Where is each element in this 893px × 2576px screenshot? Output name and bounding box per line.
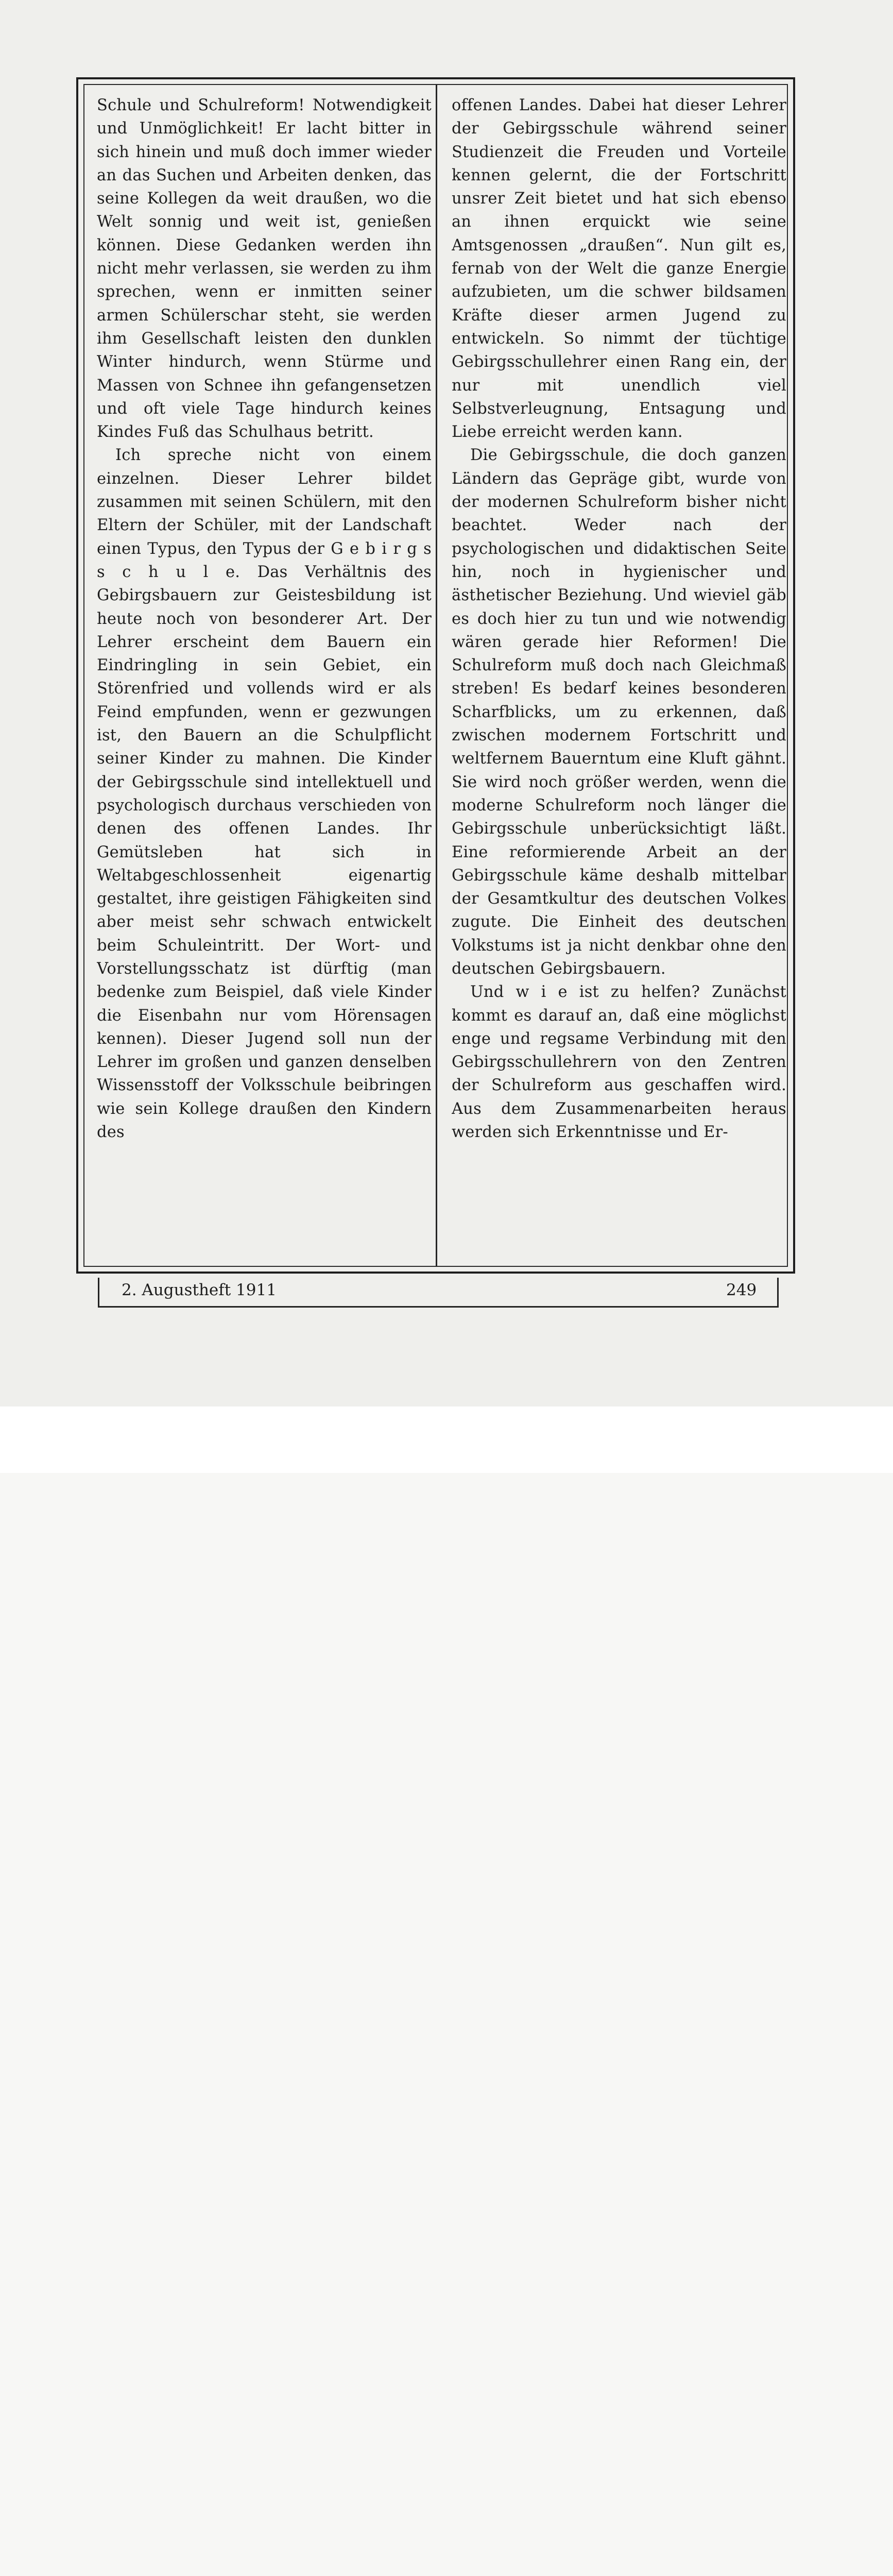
paragraph: offenen Landes. Dabei hat dieser Lehrer der Gebirgsschule während seiner Studienzeit die Freuden und Vorteile kennen gelernt, die der Fortschritt unsrer Zeit bietet und hat sich ebenso an ihnen erquickt wie seine Amtsgenossen „draußen“. Nun gilt es, fernab von der Welt die ganze Energie aufzubieten, um die schwer bildsamen Kräfte dieser armen Jugend zu entwickeln. So nimmt der tüchtige Gebirgsschullehrer einen Rang ein, der nur mit unendlich viel Selbstverleugnung, Entsagung und Liebe erreicht werden kann. xyxy=(452,96,786,442)
left-text-column xyxy=(97,94,432,1259)
issue-label: 2. Augustheft 1911 xyxy=(122,1281,277,1299)
right-text-column xyxy=(452,94,786,1259)
paragraph: Schule und Schulreform! Notwendigkeit und Unmöglichkeit! Er lacht bitter in sich hinein und muß doch immer wieder an das Suchen und Arbeiten denken, das seine Kollegen da weit draußen, wo die Welt sonnig und weit ist, genießen können. Diese Gedanken werden ihn nicht mehr verlassen, sie werden zu ihm sprechen, wenn er inmitten seiner armen Schülerschar steht, sie werden ihm Gesellschaft leisten den dunklen Winter hindurch, wenn Stürme und Massen von Schnee ihn gefangensetzen und oft viele Tage hindurch keines Kindes Fuß das Schulhaus betritt. xyxy=(97,96,432,442)
paragraph: Die Gebirgsschule, die doch ganzen Ländern das Gepräge gibt, wurde von der modernen Schulreform bisher nicht beachtet. Weder nach der psychologischen und didaktischen Seite hin, noch in hygienischer und ästhetischer Beziehung. Und wieviel gäb es doch hier zu tun und wie notwendig wären gerade hier Reformen! Die Schulreform muß doch nach Gleichmaß streben! Es bedarf keines besonderen Scharfblicks, um zu erkennen, daß zwischen modernem Fortschritt und weltfernem Bauerntum eine Kluft gähnt. Sie wird noch größer werden, wenn die moderne Schulreform noch länger die Gebirgsschule unberücksichtigt läßt. Eine reformierende Arbeit an der Gebirgsschule käme deshalb mittelbar der Gesamtkultur des deutschen Volkes zugute. Die Einheit des deutschen Volkstums ist ja nicht denkbar ohne den deutschen Gebirgsbauern. xyxy=(452,446,786,978)
repository-bar xyxy=(0,1406,893,1473)
column-divider xyxy=(436,84,437,1267)
page-number: 249 xyxy=(726,1281,757,1299)
paragraph: Und w i e ist zu helfen? Zunächst kommt es darauf an, daß eine möglichst enge und regsame Verbindung mit den Gebirgsschullehrern von den Zentren der Schulreform aus geschaffen wird. Aus dem Zusammenarbeiten heraus werden sich Erkenntnisse und Er- xyxy=(452,983,786,1142)
paragraph: Ich spreche nicht von einem einzelnen. Dieser Lehrer bildet zusammen mit seinen Schülern, mit den Eltern der Schüler, mit der Landschaft einen Typus, den Typus der G e b i r g s s c h u l e. Das Verhältnis des Gebirgsbauern zur Geistesbildung ist heute noch von besonderer Art. Der Lehrer erscheint dem Bauern ein Eindringling in sein Gebiet, ein Störenfried und vollends wird er als Feind empfunden, wenn er gezwungen ist, den Bauern an die Schulpflicht seiner Kinder zu mahnen. Die Kinder der Gebirgsschule sind intellektuell und psychologisch durchaus verschieden von denen des offenen Landes. Ihr Gemütsleben hat sich in Weltabgeschlossenheit eigenartig gestaltet, ihre geistigen Fähigkeiten sind aber meist sehr schwach entwickelt beim Schuleintritt. Der Wort- und Vorstellungsschatz ist dürftig (man bedenke zum Beispiel, daß viele Kinder die Eisenbahn nur vom Hörensagen kennen). Dieser Jugend soll nun der Lehrer im großen und ganzen denselben Wissensstoff der Volksschule beibringen wie sein Kollege draußen den Kindern des xyxy=(97,446,432,1142)
